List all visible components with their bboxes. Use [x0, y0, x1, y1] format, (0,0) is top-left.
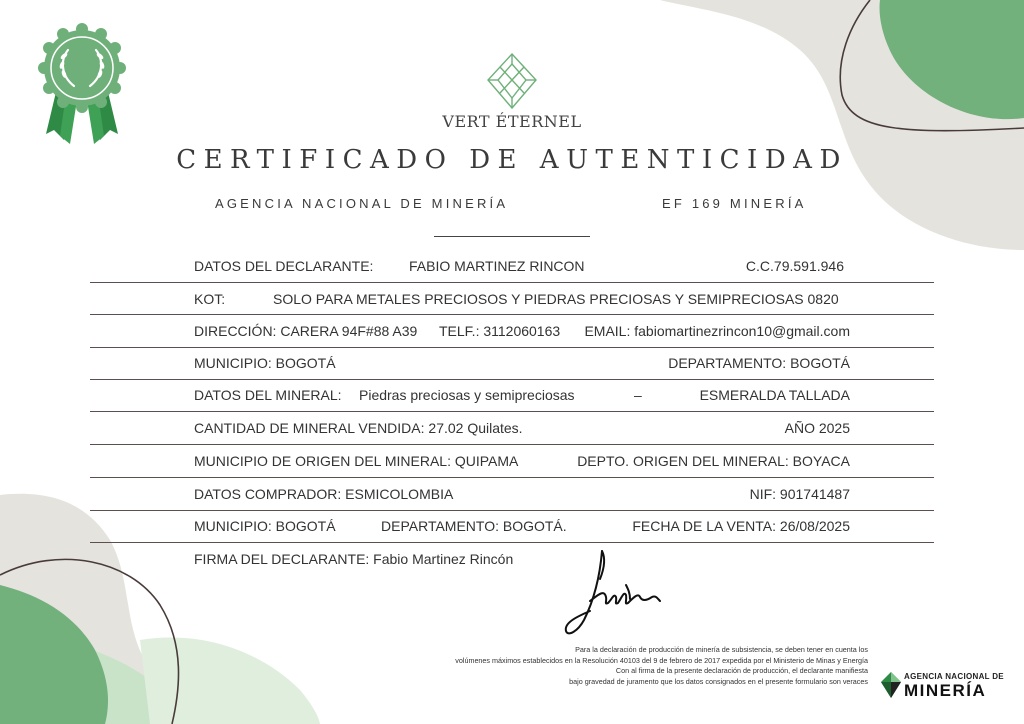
- footer-line: Para la declaración de producción de minería de subsistencia, se deben tener en cuenta los: [575, 645, 868, 654]
- gem-icon: [462, 52, 562, 112]
- brand-name: VERT ÉTERNEL: [442, 112, 582, 131]
- legal-footer: [348, 645, 868, 687]
- handwritten-signature: [560, 545, 670, 640]
- row-divider: [90, 314, 934, 315]
- email-value: EMAIL: fabiomartinezrincon10@gmail.com: [584, 323, 850, 339]
- row-divider: [90, 510, 934, 511]
- row-divider: [90, 444, 934, 445]
- mineral-dash: –: [634, 387, 642, 403]
- declarante-name: FABIO MARTINEZ RINCON: [409, 258, 585, 274]
- mineral-label: DATOS DEL MINERAL:: [194, 387, 342, 403]
- certificate-title: CERTIFICADO DE AUTENTICIDAD: [176, 145, 848, 175]
- agency-logo-top: AGENCIA NACIONAL DE: [904, 672, 1004, 681]
- award-ribbon-icon: [34, 22, 130, 154]
- row-divider: [90, 347, 934, 348]
- municipio-origen-value: MUNICIPIO DE ORIGEN DEL MINERAL: QUIPAMA: [194, 453, 519, 469]
- mineral-value: Piedras preciosas y semipreciosas: [359, 387, 575, 403]
- depto-origen-value: DEPTO. ORIGEN DEL MINERAL: BOYACA: [577, 453, 850, 469]
- firma-label: FIRMA DEL DECLARANTE: Fabio Martinez Rincón: [194, 551, 514, 567]
- anio-value: AÑO 2025: [784, 420, 850, 436]
- agency-logo: [880, 669, 1010, 703]
- kot-value: SOLO PARA METALES PRECIOSOS Y PIEDRAS PRECIOSAS Y SEMIPRECIOSAS 0820: [273, 291, 839, 307]
- agency-subtitle: AGENCIA NACIONAL DE MINERÍA: [215, 196, 509, 211]
- agency-logo-bottom: MINERÍA: [904, 681, 987, 700]
- direccion-value: DIRECCIÓN: CARERA 94F#88 A39: [194, 323, 418, 339]
- fecha-venta-value: FECHA DE LA VENTA: 26/08/2025: [632, 518, 850, 534]
- row-divider: [90, 477, 934, 478]
- nif-value: NIF: 901741487: [749, 486, 850, 502]
- row-divider: [90, 379, 934, 380]
- diamond-mark-icon: [880, 671, 902, 699]
- mineral-type: ESMERALDA TALLADA: [699, 387, 850, 403]
- municipio-comprador-value: MUNICIPIO: BOGOTÁ: [194, 518, 336, 534]
- reference-subtitle: EF 169 MINERÍA: [662, 196, 807, 211]
- kot-label: KOT:: [194, 291, 226, 307]
- departamento-value: DEPARTAMENTO: BOGOTÁ: [668, 355, 850, 371]
- row-divider: [90, 411, 934, 412]
- footer-line: volúmenes máximos establecidos en la Resolución 40103 del 9 de febrero de 2017 expedida por el Ministerio de Minas y Energía: [455, 655, 868, 665]
- cantidad-value: CANTIDAD DE MINERAL VENDIDA: 27.02 Quilates.: [194, 420, 523, 436]
- municipio-value: MUNICIPIO: BOGOTÁ: [194, 355, 336, 371]
- declarante-label: DATOS DEL DECLARANTE:: [194, 258, 374, 274]
- footer-line: Con al firma de la presente declaración de producción, el declarante manifiesta: [615, 666, 868, 675]
- declarante-id: C.C.79.591.946: [745, 258, 844, 274]
- row-divider: [90, 542, 934, 543]
- row-divider: [90, 282, 934, 283]
- comprador-value: DATOS COMPRADOR: ESMICOLOMBIA: [194, 486, 454, 502]
- departamento-comprador-value: DEPARTAMENTO: BOGOTÁ.: [381, 518, 567, 534]
- title-divider: [434, 236, 590, 237]
- footer-line: bajo gravedad de juramento que los datos consignados en el presente formulario son veraces: [569, 676, 868, 686]
- telefono-value: TELF.: 3112060163: [439, 323, 561, 339]
